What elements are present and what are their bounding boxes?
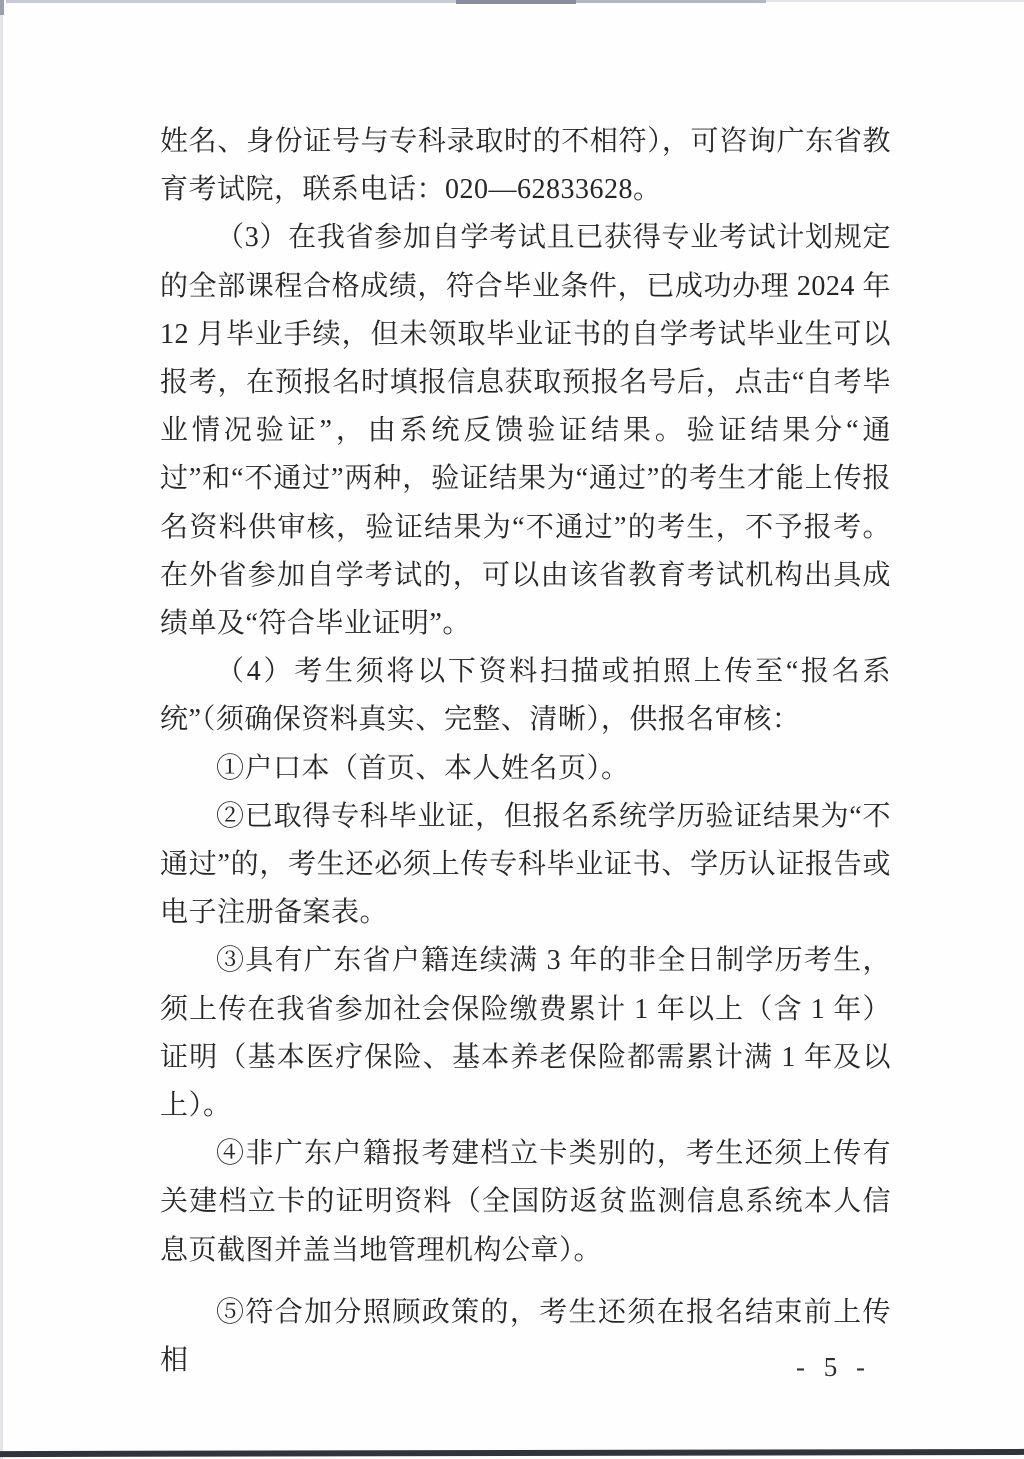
paragraph-subitem-5: ⑤符合加分照顾政策的，考生还须在报名结束前上传相 <box>160 1296 891 1377</box>
paragraph-subitem-3: ③具有广东省户籍连续满 3 年的非全日制学历考生，须上传在我省参加社会保险缴费累计 1 年以上（含 1 年）证明（基本医疗保险、基本养老保险都需累计满 1 年及以上）。 <box>160 945 891 1122</box>
scan-edge-top-artifact <box>576 0 766 3</box>
paragraph-subitem-1: ①户口本（首页、本人姓名页）。 <box>216 752 630 784</box>
paragraph-item-3: （3）在我省参加自学考试且已获得专业考试计划规定的全部课程合格成绩，符合毕业条件，已成功办理 2024 年 12 月毕业手续，但未领取毕业证书的自学考试毕业生可以报考，在预报名时填报信息获取预报名号后，点击“自考毕业情况验证”，由系统反馈验证结果。验证结果分“通过”和“不通过”两种，验证结果为“通过”的考生才能上传报名资料供审核，验证结果为“不通过”的考生，不予报考。在外省参加自学考试的，可以由该省教育考试机构出具成绩单及“符合毕业证明”。 <box>160 222 891 640</box>
page-number: - 5 - <box>796 1352 871 1382</box>
scan-edge-left-artifact <box>0 0 3 1459</box>
scan-corner-mark-artifact <box>0 0 4 15</box>
paragraph-subitem-4: ④非广东户籍报考建档立卡类别的，考生还须上传有关建档立卡的证明资料（全国防返贫监测信息系统本人信息页截图并盖当地管理机构公章）。 <box>160 1138 891 1266</box>
scan-edge-bottom-artifact <box>0 1449 1024 1457</box>
paragraph-continued-from-previous-page: 姓名、身份证号与专科录取时的不相符），可咨询广东省教育考试院，联系电话：020—62833628。 <box>160 126 891 206</box>
paragraph-item-4: （4）考生须将以下资料扫描或拍照上传至“报名系统”（须确保资料真实、完整、清晰），供报名审核： <box>160 656 891 736</box>
scan-edge-top-artifact <box>6 0 456 3</box>
scan-edge-top-artifact <box>766 0 1024 2</box>
document-body <box>160 118 891 1385</box>
scan-edge-top-artifact <box>456 0 576 4</box>
paragraph-subitem-2: ②已取得专科毕业证，但报名系统学历验证结果为“不通过”的，考生还必须上传专科毕业证书、学历认证报告或电子注册备案表。 <box>160 800 891 929</box>
